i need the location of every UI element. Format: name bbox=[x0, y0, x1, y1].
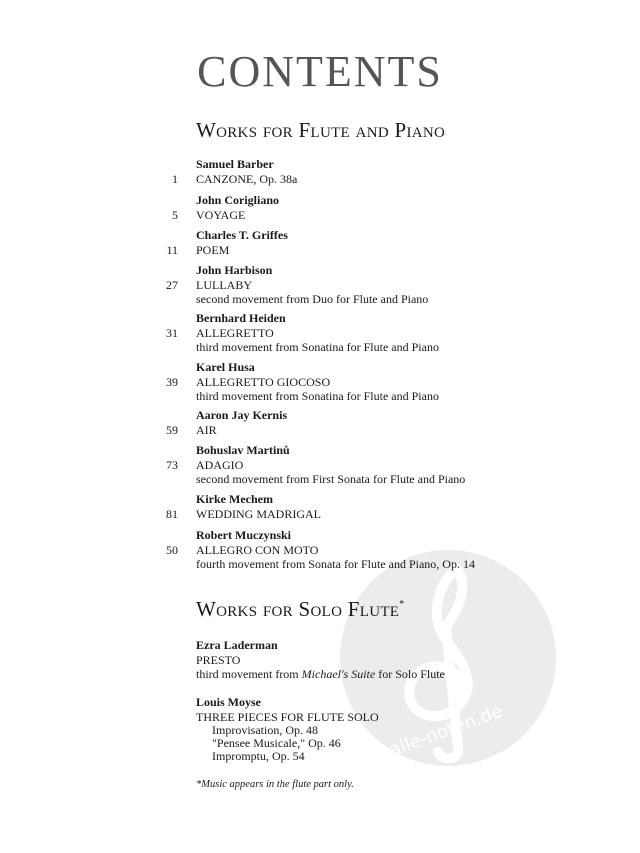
composer-name: Louis Moyse bbox=[196, 695, 262, 709]
page-number: 50 bbox=[166, 543, 178, 557]
composer-name: Charles T. Griffes bbox=[196, 228, 288, 242]
section-heading-text: Works for Solo Flute bbox=[196, 597, 400, 621]
composer-name: Ezra Laderman bbox=[196, 638, 278, 652]
composer-name: Kirke Mechem bbox=[196, 492, 273, 506]
page-number: 27 bbox=[166, 278, 178, 292]
composer-name: Bernhard Heiden bbox=[196, 311, 286, 325]
piece-title: VOYAGE bbox=[196, 208, 246, 222]
page-number: 81 bbox=[166, 507, 178, 521]
composer-name: Aaron Jay Kernis bbox=[196, 408, 288, 422]
watermark-seal bbox=[338, 548, 558, 768]
section-heading-text: Works for Flute and Piano bbox=[196, 118, 446, 142]
composer-name: Samuel Barber bbox=[196, 157, 274, 171]
piece-description: second movement from Duo for Flute and Piano bbox=[196, 292, 429, 306]
sub-piece: "Pensee Musicale," Op. 46 bbox=[212, 736, 341, 750]
page-number: 59 bbox=[166, 423, 178, 437]
footnote: *Music appears in the flute part only. bbox=[196, 779, 354, 790]
piece-description: third movement from Sonatina for Flute and Piano bbox=[196, 340, 439, 354]
piece-title: WEDDING MADRIGAL bbox=[196, 507, 321, 521]
piece-title: CANZONE, Op. 38a bbox=[196, 172, 298, 186]
section-heading-piano bbox=[196, 118, 445, 143]
piece-description: second movement from First Sonata for Flute and Piano bbox=[196, 472, 466, 486]
piece-description: fourth movement from Sonata for Flute and Piano, Op. 14 bbox=[196, 557, 475, 571]
composer-name: John Corigliano bbox=[196, 193, 280, 207]
page-number: 31 bbox=[166, 326, 178, 340]
piece-title: ALLEGRETTO bbox=[196, 326, 274, 340]
composer-name: Robert Muczynski bbox=[196, 528, 291, 542]
piece-title: ALLEGRO CON MOTO bbox=[196, 543, 319, 557]
piece-description: third movement from Sonatina for Flute and Piano bbox=[196, 389, 439, 403]
page-number: 73 bbox=[166, 458, 178, 472]
page-number: 5 bbox=[172, 208, 178, 222]
composer-name: John Harbison bbox=[196, 263, 273, 277]
section-heading-solo bbox=[196, 597, 405, 622]
piece-description: third movement from Michael's Suite for Solo Flute bbox=[196, 667, 445, 681]
piece-title: LULLABY bbox=[196, 278, 252, 292]
sub-piece: Improvisation, Op. 48 bbox=[212, 723, 318, 737]
page-number: 39 bbox=[166, 375, 178, 389]
composer-name: Karel Husa bbox=[196, 360, 255, 374]
page-number: 1 bbox=[172, 172, 178, 186]
piece-title: ALLEGRETTO GIOCOSO bbox=[196, 375, 331, 389]
page-number: 11 bbox=[166, 243, 178, 257]
watermark-text: alle-noten.de bbox=[386, 700, 506, 762]
piece-title: PRESTO bbox=[196, 653, 241, 667]
piece-title: THREE PIECES FOR FLUTE SOLO bbox=[196, 710, 379, 724]
page-title: CONTENTS bbox=[197, 47, 443, 96]
composer-name: Bohuslav Martinů bbox=[196, 443, 290, 457]
piece-title: AIR bbox=[196, 423, 217, 437]
sub-piece: Impromptu, Op. 54 bbox=[212, 749, 305, 763]
piece-title: POEM bbox=[196, 243, 230, 257]
piece-title: ADAGIO bbox=[196, 458, 244, 472]
footnote-mark: * bbox=[399, 599, 405, 610]
